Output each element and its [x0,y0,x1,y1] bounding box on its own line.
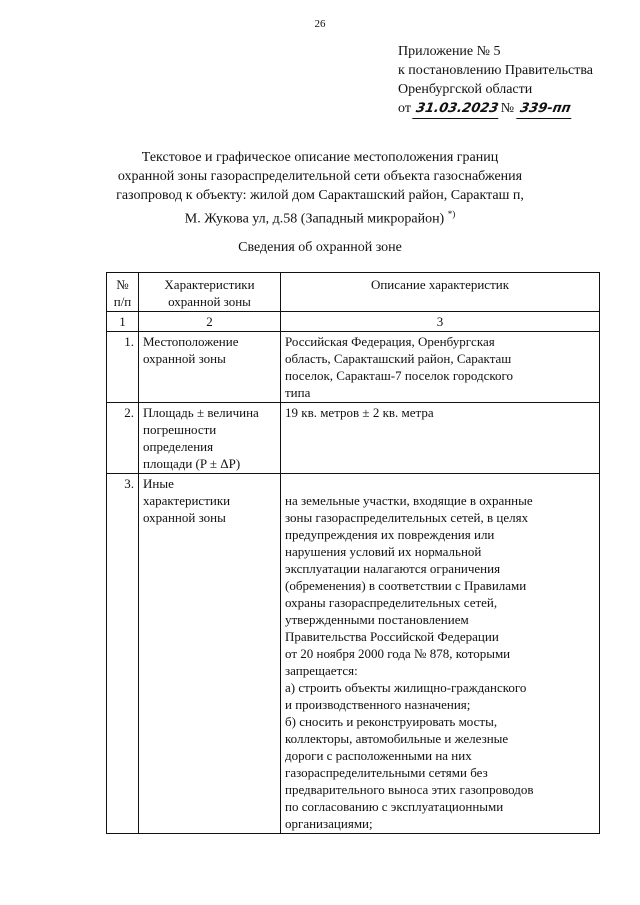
cell-line: Российская Федерация, Оренбургская [285,334,495,349]
cell-line: область, Саракташский район, Саракташ [285,351,512,366]
cell-line: Площадь ± величина [143,405,259,420]
title-line [100,205,540,229]
appendix-line: Оренбургской области [398,82,533,97]
row-description [281,474,600,834]
row-name [139,332,281,403]
cell-line: утвержденными постановлением [285,612,469,627]
table-row [107,474,600,834]
row-description [281,332,600,403]
document-title [100,148,540,229]
row-number: 2. [107,403,139,474]
row-name [139,403,281,474]
cell-line: определения [143,439,214,454]
cell-line: нарушения условий их нормальной [285,544,482,559]
cell-line: охранной зоны [143,351,226,366]
cell-line: типа [285,385,311,400]
cell-line: охраны газораспределительных сетей, [285,595,498,610]
handwritten-number: 339-пп [516,99,574,119]
row-number: 1. [107,332,139,403]
header-description [281,273,600,312]
cell-line: от 20 ноября 2000 года № 878, которыми [285,646,511,661]
cell-line: на земельные участки, входящие в охранные [285,493,533,508]
table-row [107,332,600,403]
appendix-line: к постановлению Правительства [398,63,594,78]
table-header-row [107,273,600,312]
row-number: 3. [107,474,139,834]
cell-line: Иные [143,476,174,491]
header-text: Характеристики [164,277,255,292]
cell-line: зоны газораспределительных сетей, в целях [285,510,529,525]
cell-line: дороги с расположенными на них [285,748,472,763]
cell-line: б) сносить и реконструировать мосты, [285,714,498,729]
zone-table [106,272,600,834]
date-prefix: от [398,101,411,116]
cell-line: газораспределительными сетями без [285,765,488,780]
footnote-mark: *) [447,209,456,219]
table-index-row [107,312,600,332]
title-line: газопровод к объекту: жилой дом Саракташский район, Саракташ п, [116,188,524,203]
table-row [107,403,600,474]
cell-line: площади (P ± ΔP) [143,456,241,471]
index-cell: 1 [107,312,139,332]
cell-line: предварительного выноса этих газопроводов [285,782,534,797]
cell-line: Местоположение [143,334,239,349]
number-prefix: № [500,101,515,116]
title-line-text: М. Жукова ул, д.58 (Западный микрорайон) [184,211,445,227]
page-number: 26 [314,18,326,30]
cell-line: 19 кв. метров ± 2 кв. метра [285,405,434,420]
title-line: охранной зоны газораспределительной сети объекта газоснабжения [117,169,523,184]
header-text: Описание характеристик [370,277,510,292]
cell-line: по согласованию с эксплуатационными [285,799,504,814]
cell-line: а) строить объекты жилищно-гражданского [285,680,527,695]
index-cell: 3 [281,312,600,332]
index-cell: 2 [139,312,281,332]
header-num [107,273,139,312]
header-characteristics [139,273,281,312]
cell-line: характеристики [143,493,231,508]
cell-line: запрещается: [285,663,358,678]
cell-line: (обременения) в соответствии с Правилами [285,578,527,593]
cell-line: охранной зоны [143,510,226,525]
header-text: № [116,277,129,292]
header-text: п/п [113,294,132,309]
header-text: охранной зоны [168,294,251,309]
cell-line: коллекторы, автомобильные и железные [285,731,509,746]
cell-line: эксплуатации налагаются ограничения [285,561,501,576]
appendix-block [398,42,593,119]
cell-line: погрешности [143,422,217,437]
row-description [281,403,600,474]
cell-line: поселок, Саракташ-7 поселок городского [285,368,514,383]
title-line: Текстовое и графическое описание местоположения границ [141,150,499,165]
appendix-line: Приложение № 5 [398,44,501,59]
cell-line: предупреждения их повреждения или [285,527,495,542]
cell-line: организациями; [285,816,373,831]
section-subtitle: Сведения об охранной зоне [238,240,402,255]
cell-line: Правительства Российской Федерации [285,629,499,644]
cell-line: и производственного назначения; [285,697,471,712]
appendix-date-line [398,99,593,119]
row-name [139,474,281,834]
handwritten-date: 31.03.2023 [413,99,503,119]
